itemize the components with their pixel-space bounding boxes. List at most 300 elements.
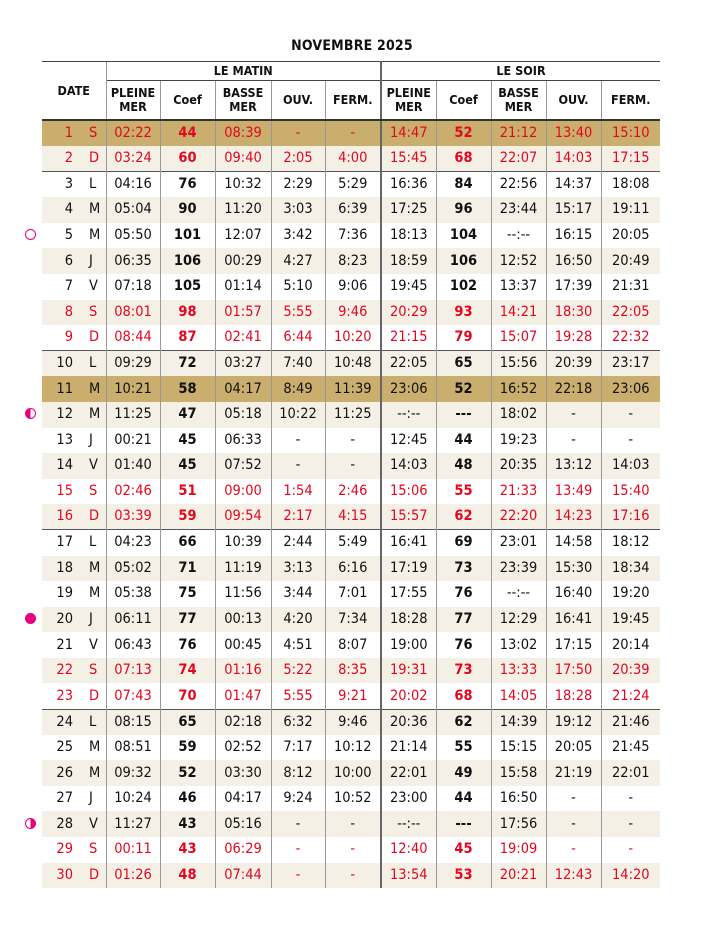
ouv-soir: 13:49 (546, 479, 601, 505)
coef-soir: 53 (436, 863, 491, 889)
ouv-matin: 8:49 (271, 376, 325, 402)
ouv-matin: - (271, 837, 325, 863)
ferm-matin: 4:00 (325, 146, 381, 172)
coef-soir: --- (436, 402, 491, 428)
table-row (42, 735, 660, 761)
day-number: 6 (64, 252, 73, 269)
ouv-soir: 16:50 (546, 248, 601, 274)
ouv-matin: - (271, 811, 325, 837)
ferm-soir: 14:20 (601, 863, 660, 889)
ouv-soir: 14:23 (546, 504, 601, 530)
header-ouv: OUV. (271, 81, 325, 121)
basse-mer-soir: 20:35 (491, 453, 546, 479)
weekday-letter: M (89, 380, 101, 397)
pleine-mer-soir: 14:03 (381, 453, 436, 479)
basse-mer-matin: 01:14 (215, 274, 271, 300)
basse-mer-matin: 01:16 (215, 658, 271, 684)
day-number: 28 (56, 815, 73, 832)
table-row (42, 376, 660, 402)
pleine-mer-matin: 07:43 (106, 683, 160, 709)
ferm-soir: 22:05 (601, 300, 660, 326)
ferm-matin: 10:12 (325, 735, 381, 761)
basse-mer-soir: 14:05 (491, 683, 546, 709)
basse-mer-matin: 05:18 (215, 402, 271, 428)
ferm-soir: 19:45 (601, 607, 660, 633)
pleine-mer-matin: 01:26 (106, 863, 160, 889)
day-number: 16 (56, 508, 73, 525)
ouv-soir: 17:50 (546, 658, 601, 684)
ouv-soir: 14:58 (546, 530, 601, 556)
ferm-matin: - (325, 120, 381, 146)
header-ouv: OUV. (546, 81, 601, 121)
coef-matin: 70 (160, 683, 215, 709)
header-pleine-mer: PLEINE MER (106, 81, 160, 121)
basse-mer-soir: --:-- (491, 581, 546, 607)
weekday-letter: V (89, 636, 98, 653)
header-coef: Coef (160, 81, 215, 121)
ferm-soir: 20:39 (601, 658, 660, 684)
coef-matin: 106 (160, 248, 215, 274)
coef-matin: 74 (160, 658, 215, 684)
pleine-mer-matin: 06:11 (106, 607, 160, 633)
pleine-mer-matin: 10:24 (106, 786, 160, 812)
pleine-mer-matin: 05:02 (106, 556, 160, 582)
basse-mer-soir: 18:02 (491, 402, 546, 428)
pleine-mer-soir: 17:25 (381, 197, 436, 223)
coef-matin: 45 (160, 453, 215, 479)
pleine-mer-soir: 16:36 (381, 172, 436, 198)
ferm-matin: - (325, 811, 381, 837)
ferm-soir: 20:14 (601, 632, 660, 658)
ferm-soir: 15:40 (601, 479, 660, 505)
day-number: 29 (56, 841, 73, 858)
table-row (42, 453, 660, 479)
ouv-matin: 1:54 (271, 479, 325, 505)
pleine-mer-soir: 19:31 (381, 658, 436, 684)
pleine-mer-soir: 19:45 (381, 274, 436, 300)
ferm-matin: 6:39 (325, 197, 381, 223)
weekday-letter: L (77, 351, 106, 377)
ferm-matin: - (325, 863, 381, 889)
table-row (42, 146, 660, 172)
ferm-matin: 7:36 (325, 223, 381, 249)
ouv-soir: 20:05 (546, 735, 601, 761)
coef-matin: 59 (160, 504, 215, 530)
ferm-soir: 19:20 (601, 581, 660, 607)
ferm-matin: 7:01 (325, 581, 381, 607)
basse-mer-soir: 15:07 (491, 325, 546, 351)
day-number: 30 (56, 866, 73, 883)
ferm-soir: 20:49 (601, 248, 660, 274)
ouv-matin: 3:42 (271, 223, 325, 249)
day-number: 3 (42, 172, 77, 198)
pleine-mer-soir: 15:45 (381, 146, 436, 172)
pleine-mer-matin: 01:40 (106, 453, 160, 479)
header-date: DATE (42, 62, 106, 121)
coef-soir: 52 (436, 120, 491, 146)
pleine-mer-soir: 12:45 (381, 428, 436, 454)
day-number: 20 (56, 610, 73, 627)
coef-soir: 62 (436, 709, 491, 735)
table-row (42, 120, 660, 146)
table-row (42, 325, 660, 351)
day-number: 11 (56, 380, 73, 397)
table-row (42, 402, 660, 428)
ouv-matin: 7:40 (271, 351, 325, 377)
weekday-letter: D (89, 866, 100, 883)
coef-matin: 101 (160, 223, 215, 249)
coef-soir: 45 (436, 837, 491, 863)
ferm-soir: 22:01 (601, 760, 660, 786)
table-row (42, 479, 660, 505)
ferm-soir: 17:16 (601, 504, 660, 530)
ferm-matin: 9:06 (325, 274, 381, 300)
new-moon-icon (25, 613, 36, 624)
weekday-letter: S (89, 662, 98, 679)
weekday-letter: L (77, 709, 106, 735)
basse-mer-soir: 23:39 (491, 556, 546, 582)
pleine-mer-soir: 23:06 (381, 376, 436, 402)
first-moon-icon (25, 818, 36, 829)
pleine-mer-soir: 20:02 (381, 683, 436, 709)
basse-mer-matin: 12:07 (215, 223, 271, 249)
coef-matin: 52 (160, 760, 215, 786)
ouv-soir: 18:30 (546, 300, 601, 326)
ferm-soir: 20:05 (601, 223, 660, 249)
header-basse-mer: BASSE MER (491, 81, 546, 121)
ouv-matin: 6:44 (271, 325, 325, 351)
pleine-mer-matin: 04:16 (106, 172, 160, 198)
weekday-letter: D (89, 687, 100, 704)
weekday-letter: M (89, 201, 101, 218)
ferm-matin: 10:48 (325, 351, 381, 377)
weekday-letter: V (89, 457, 98, 474)
ferm-soir: - (601, 402, 660, 428)
coef-matin: 87 (160, 325, 215, 351)
header-basse-mer: BASSE MER (215, 81, 271, 121)
weekday-letter: L (77, 530, 106, 556)
pleine-mer-matin: 04:23 (106, 530, 160, 556)
ferm-soir: 23:06 (601, 376, 660, 402)
table-row (42, 197, 660, 223)
basse-mer-soir: 20:21 (491, 863, 546, 889)
day-number: 17 (42, 530, 77, 556)
ouv-soir: 16:15 (546, 223, 601, 249)
ferm-matin: 8:35 (325, 658, 381, 684)
basse-mer-matin: 02:41 (215, 325, 271, 351)
table-row (42, 300, 660, 326)
ouv-matin: 2:05 (271, 146, 325, 172)
basse-mer-soir: 22:20 (491, 504, 546, 530)
coef-matin: 66 (160, 530, 215, 556)
coef-matin: 65 (160, 709, 215, 735)
weekday-letter: M (89, 406, 101, 423)
pleine-mer-soir: 22:05 (381, 351, 436, 377)
coef-soir: 44 (436, 786, 491, 812)
ferm-soir: 19:11 (601, 197, 660, 223)
table-row (42, 709, 660, 735)
ferm-matin: 7:34 (325, 607, 381, 633)
basse-mer-soir: 21:33 (491, 479, 546, 505)
basse-mer-matin: 07:44 (215, 863, 271, 889)
ouv-soir: 15:30 (546, 556, 601, 582)
ferm-matin: 6:16 (325, 556, 381, 582)
ferm-soir: 23:17 (601, 351, 660, 377)
ouv-soir: 21:19 (546, 760, 601, 786)
ferm-soir: 21:45 (601, 735, 660, 761)
basse-mer-matin: 06:33 (215, 428, 271, 454)
ferm-matin: 5:29 (325, 172, 381, 198)
table-row (42, 274, 660, 300)
ferm-soir: 21:31 (601, 274, 660, 300)
coef-soir: 76 (436, 632, 491, 658)
basse-mer-soir: 15:58 (491, 760, 546, 786)
basse-mer-soir: 13:33 (491, 658, 546, 684)
ouv-soir: 13:12 (546, 453, 601, 479)
ouv-soir: - (546, 786, 601, 812)
basse-mer-soir: 13:02 (491, 632, 546, 658)
coef-matin: 48 (160, 863, 215, 889)
ferm-matin: 10:20 (325, 325, 381, 351)
coef-soir: 52 (436, 376, 491, 402)
coef-matin: 43 (160, 837, 215, 863)
day-number: 27 (56, 790, 73, 807)
pleine-mer-matin: 10:21 (106, 376, 160, 402)
pleine-mer-soir: 18:59 (381, 248, 436, 274)
coef-soir: 93 (436, 300, 491, 326)
pleine-mer-matin: 08:51 (106, 735, 160, 761)
coef-matin: 60 (160, 146, 215, 172)
table-row (42, 658, 660, 684)
ouv-matin: 5:55 (271, 300, 325, 326)
day-number: 4 (64, 201, 73, 218)
pleine-mer-soir: 21:14 (381, 735, 436, 761)
day-number: 7 (64, 278, 73, 295)
coef-soir: 77 (436, 607, 491, 633)
coef-matin: 76 (160, 632, 215, 658)
ouv-soir: 18:28 (546, 683, 601, 709)
ouv-soir: - (546, 837, 601, 863)
pleine-mer-soir: --:-- (381, 811, 436, 837)
ouv-soir: - (546, 402, 601, 428)
pleine-mer-matin: 03:39 (106, 504, 160, 530)
weekday-letter: M (89, 585, 101, 602)
ouv-matin: 9:24 (271, 786, 325, 812)
basse-mer-matin: 01:57 (215, 300, 271, 326)
day-number: 12 (56, 406, 73, 423)
pleine-mer-matin: 00:21 (106, 428, 160, 454)
coef-soir: 62 (436, 504, 491, 530)
ouv-soir: 19:28 (546, 325, 601, 351)
weekday-letter: V (89, 815, 98, 832)
basse-mer-matin: 02:52 (215, 735, 271, 761)
ouv-soir: 14:03 (546, 146, 601, 172)
ouv-soir: 12:43 (546, 863, 601, 889)
coef-soir: 76 (436, 581, 491, 607)
table-row (42, 863, 660, 889)
day-number: 23 (56, 687, 73, 704)
table-row (42, 837, 660, 863)
coef-matin: 90 (160, 197, 215, 223)
coef-matin: 98 (160, 300, 215, 326)
ouv-matin: - (271, 120, 325, 146)
pleine-mer-soir: 15:06 (381, 479, 436, 505)
coef-matin: 47 (160, 402, 215, 428)
ouv-matin: 6:32 (271, 709, 325, 735)
basse-mer-matin: 11:19 (215, 556, 271, 582)
coef-matin: 71 (160, 556, 215, 582)
weekday-letter: J (89, 790, 93, 807)
weekday-letter: M (89, 738, 101, 755)
pleine-mer-matin: 07:13 (106, 658, 160, 684)
table-row (42, 248, 660, 274)
ferm-soir: 18:12 (601, 530, 660, 556)
ouv-soir: 14:37 (546, 172, 601, 198)
ouv-matin: 3:44 (271, 581, 325, 607)
ferm-matin: - (325, 453, 381, 479)
basse-mer-matin: 00:29 (215, 248, 271, 274)
basse-mer-soir: 22:07 (491, 146, 546, 172)
coef-soir: --- (436, 811, 491, 837)
day-number: 5 (64, 227, 73, 244)
coef-matin: 43 (160, 811, 215, 837)
pleine-mer-matin: 05:04 (106, 197, 160, 223)
day-number: 18 (56, 559, 73, 576)
pleine-mer-matin: 08:01 (106, 300, 160, 326)
ferm-matin: 9:21 (325, 683, 381, 709)
weekday-letter: M (89, 764, 101, 781)
coef-soir: 65 (436, 351, 491, 377)
ouv-matin: - (271, 453, 325, 479)
table-row (42, 172, 660, 198)
basse-mer-soir: 14:39 (491, 709, 546, 735)
table-row (42, 428, 660, 454)
ouv-matin: - (271, 863, 325, 889)
basse-mer-soir: 15:15 (491, 735, 546, 761)
ouv-matin: 2:44 (271, 530, 325, 556)
basse-mer-soir: 19:23 (491, 428, 546, 454)
full-moon-icon (25, 229, 36, 240)
coef-soir: 48 (436, 453, 491, 479)
coef-soir: 73 (436, 556, 491, 582)
basse-mer-matin: 04:17 (215, 786, 271, 812)
ouv-soir: 19:12 (546, 709, 601, 735)
coef-soir: 79 (436, 325, 491, 351)
pleine-mer-soir: 23:00 (381, 786, 436, 812)
coef-soir: 96 (436, 197, 491, 223)
day-number: 15 (56, 483, 73, 500)
ouv-matin: 5:22 (271, 658, 325, 684)
pleine-mer-soir: 12:40 (381, 837, 436, 863)
table-row (42, 223, 660, 249)
ferm-matin: 11:25 (325, 402, 381, 428)
pleine-mer-soir: 17:55 (381, 581, 436, 607)
coef-soir: 44 (436, 428, 491, 454)
coef-soir: 69 (436, 530, 491, 556)
ferm-soir: - (601, 837, 660, 863)
ouv-matin: 5:10 (271, 274, 325, 300)
pleine-mer-soir: 19:00 (381, 632, 436, 658)
coef-soir: 102 (436, 274, 491, 300)
pleine-mer-matin: 11:27 (106, 811, 160, 837)
pleine-mer-soir: 17:19 (381, 556, 436, 582)
ouv-matin: 10:22 (271, 402, 325, 428)
basse-mer-soir: 16:50 (491, 786, 546, 812)
ouv-soir: 13:40 (546, 120, 601, 146)
ouv-matin: - (271, 428, 325, 454)
basse-mer-soir: 16:52 (491, 376, 546, 402)
basse-mer-soir: 22:56 (491, 172, 546, 198)
basse-mer-matin: 03:30 (215, 760, 271, 786)
basse-mer-matin: 05:16 (215, 811, 271, 837)
weekday-letter: J (89, 431, 93, 448)
basse-mer-matin: 01:47 (215, 683, 271, 709)
ouv-soir: 16:41 (546, 607, 601, 633)
table-row (42, 504, 660, 530)
ouv-soir: 20:39 (546, 351, 601, 377)
ouv-soir: 17:39 (546, 274, 601, 300)
ouv-soir: - (546, 428, 601, 454)
coef-soir: 55 (436, 735, 491, 761)
tide-table (42, 61, 660, 888)
basse-mer-soir: 17:56 (491, 811, 546, 837)
ouv-matin: 2:17 (271, 504, 325, 530)
tide-rows (42, 120, 660, 888)
basse-mer-soir: 21:12 (491, 120, 546, 146)
pleine-mer-matin: 02:46 (106, 479, 160, 505)
weekday-letter: D (89, 150, 100, 167)
pleine-mer-matin: 07:18 (106, 274, 160, 300)
pleine-mer-soir: 20:36 (381, 709, 436, 735)
ouv-matin: 4:51 (271, 632, 325, 658)
basse-mer-soir: 15:56 (491, 351, 546, 377)
ferm-matin: 5:49 (325, 530, 381, 556)
pleine-mer-soir: 15:57 (381, 504, 436, 530)
weekday-letter: J (89, 252, 93, 269)
basse-mer-matin: 11:20 (215, 197, 271, 223)
day-number: 10 (42, 351, 77, 377)
coef-matin: 77 (160, 607, 215, 633)
basse-mer-soir: --:-- (491, 223, 546, 249)
coef-soir: 55 (436, 479, 491, 505)
pleine-mer-matin: 06:35 (106, 248, 160, 274)
table-row (42, 632, 660, 658)
ferm-soir: 18:08 (601, 172, 660, 198)
weekday-letter: J (89, 610, 93, 627)
pleine-mer-soir: --:-- (381, 402, 436, 428)
ferm-soir: 18:34 (601, 556, 660, 582)
ouv-matin: 2:29 (271, 172, 325, 198)
coef-matin: 51 (160, 479, 215, 505)
day-number: 8 (64, 303, 73, 320)
weekday-letter: S (89, 483, 98, 500)
coef-matin: 105 (160, 274, 215, 300)
header-le-soir: LE SOIR (381, 62, 660, 81)
table-row (42, 811, 660, 837)
weekday-letter: M (89, 227, 101, 244)
pleine-mer-matin: 00:11 (106, 837, 160, 863)
ferm-soir: 14:03 (601, 453, 660, 479)
ferm-matin: 4:15 (325, 504, 381, 530)
coef-matin: 58 (160, 376, 215, 402)
page-title: NOVEMBRE 2025 (291, 38, 413, 54)
day-number: 13 (56, 431, 73, 448)
pleine-mer-matin: 03:24 (106, 146, 160, 172)
ferm-soir: 17:15 (601, 146, 660, 172)
pleine-mer-soir: 14:47 (381, 120, 436, 146)
pleine-mer-matin: 08:15 (106, 709, 160, 735)
table-row (42, 607, 660, 633)
